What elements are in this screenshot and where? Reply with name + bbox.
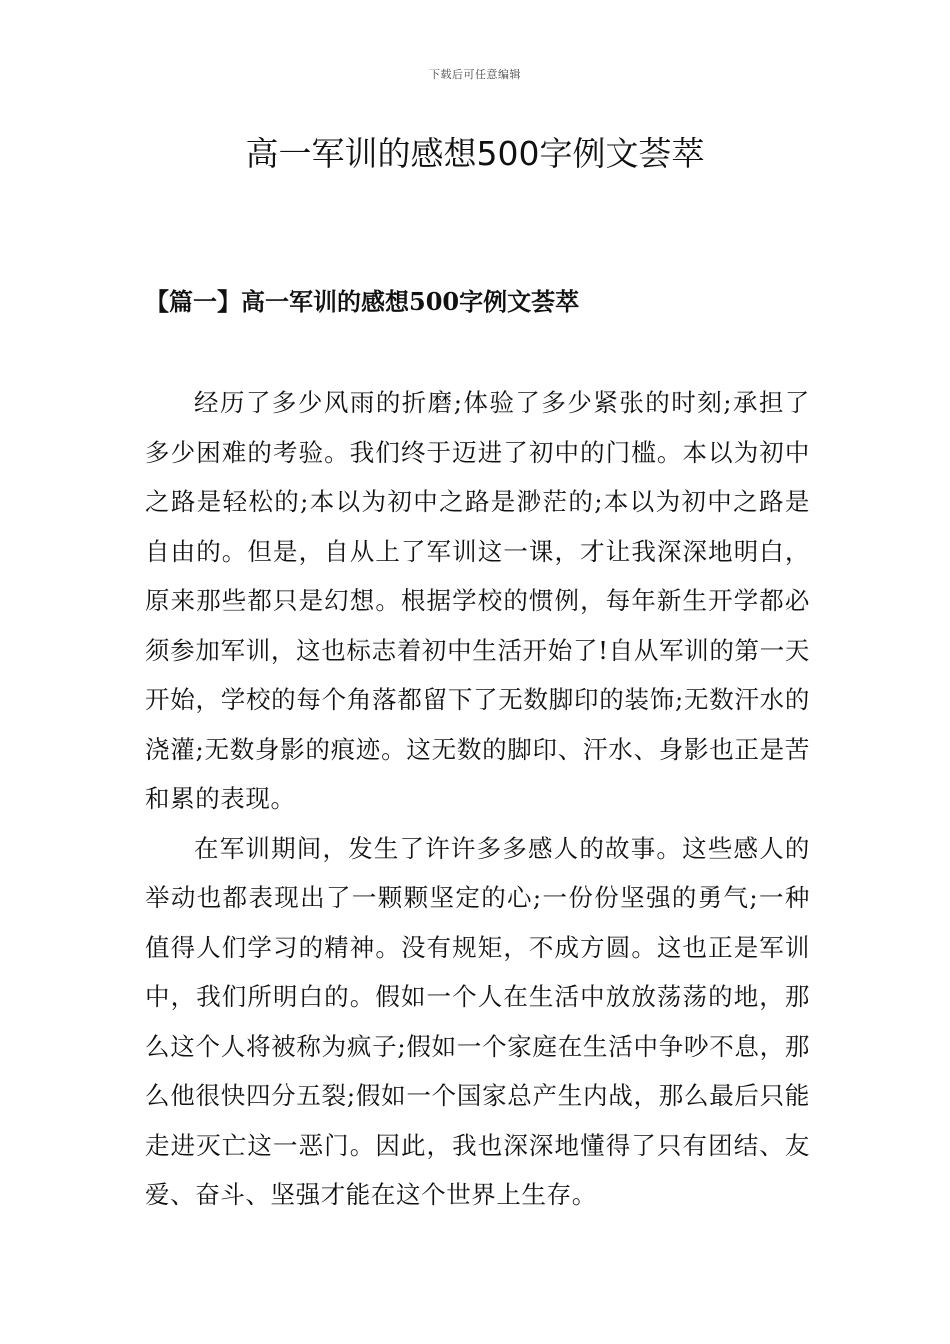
paragraph-2: 在军训期间，发生了许许多多感人的故事。这些感人的举动也都表现出了一颗颗坚定的心;一份份坚强的勇气;一种值得人们学习的精神。没有规矩，不成方圆。这也正是军训中，我们所明白的。假如一个人在生活中放放荡荡的地，那么这个人将被称为疯子;假如一个家庭在生活中争吵不息，那么他很快四分五裂;假如一个国家总产生内战，那么最后只能走进灭亡这一恶门。因此，我也深深地懂得了只有团结、友爱、奋斗、坚强才能在这个世界上生存。 bbox=[145, 833, 810, 1209]
document-body bbox=[145, 378, 810, 1220]
header-note: 下载后可任意编辑 bbox=[429, 68, 521, 81]
document-title: 高一军训的感想500字例文荟萃 bbox=[245, 134, 705, 173]
paragraph-1: 经历了多少风雨的折磨;体验了多少紧张的时刻;承担了多少困难的考验。我们终于迈进了初中的门槛。本以为初中之路是轻松的;本以为初中之路是渺茫的;本以为初中之路是自由的。但是，自从上了军训这一课，才让我深深地明白，原来那些都只是幻想。根据学校的惯例，每年新生开学都必须参加军训，这也标志着初中生活开始了!自从军训的第一天开始，学校的每个角落都留下了无数脚印的装饰;无数汗水的浇灌;无数身影的痕迹。这无数的脚印、汗水、身影也正是苦和累的表现。 bbox=[145, 388, 810, 813]
section-heading: 【篇一】高一军训的感想500字例文荟萃 bbox=[145, 287, 580, 316]
